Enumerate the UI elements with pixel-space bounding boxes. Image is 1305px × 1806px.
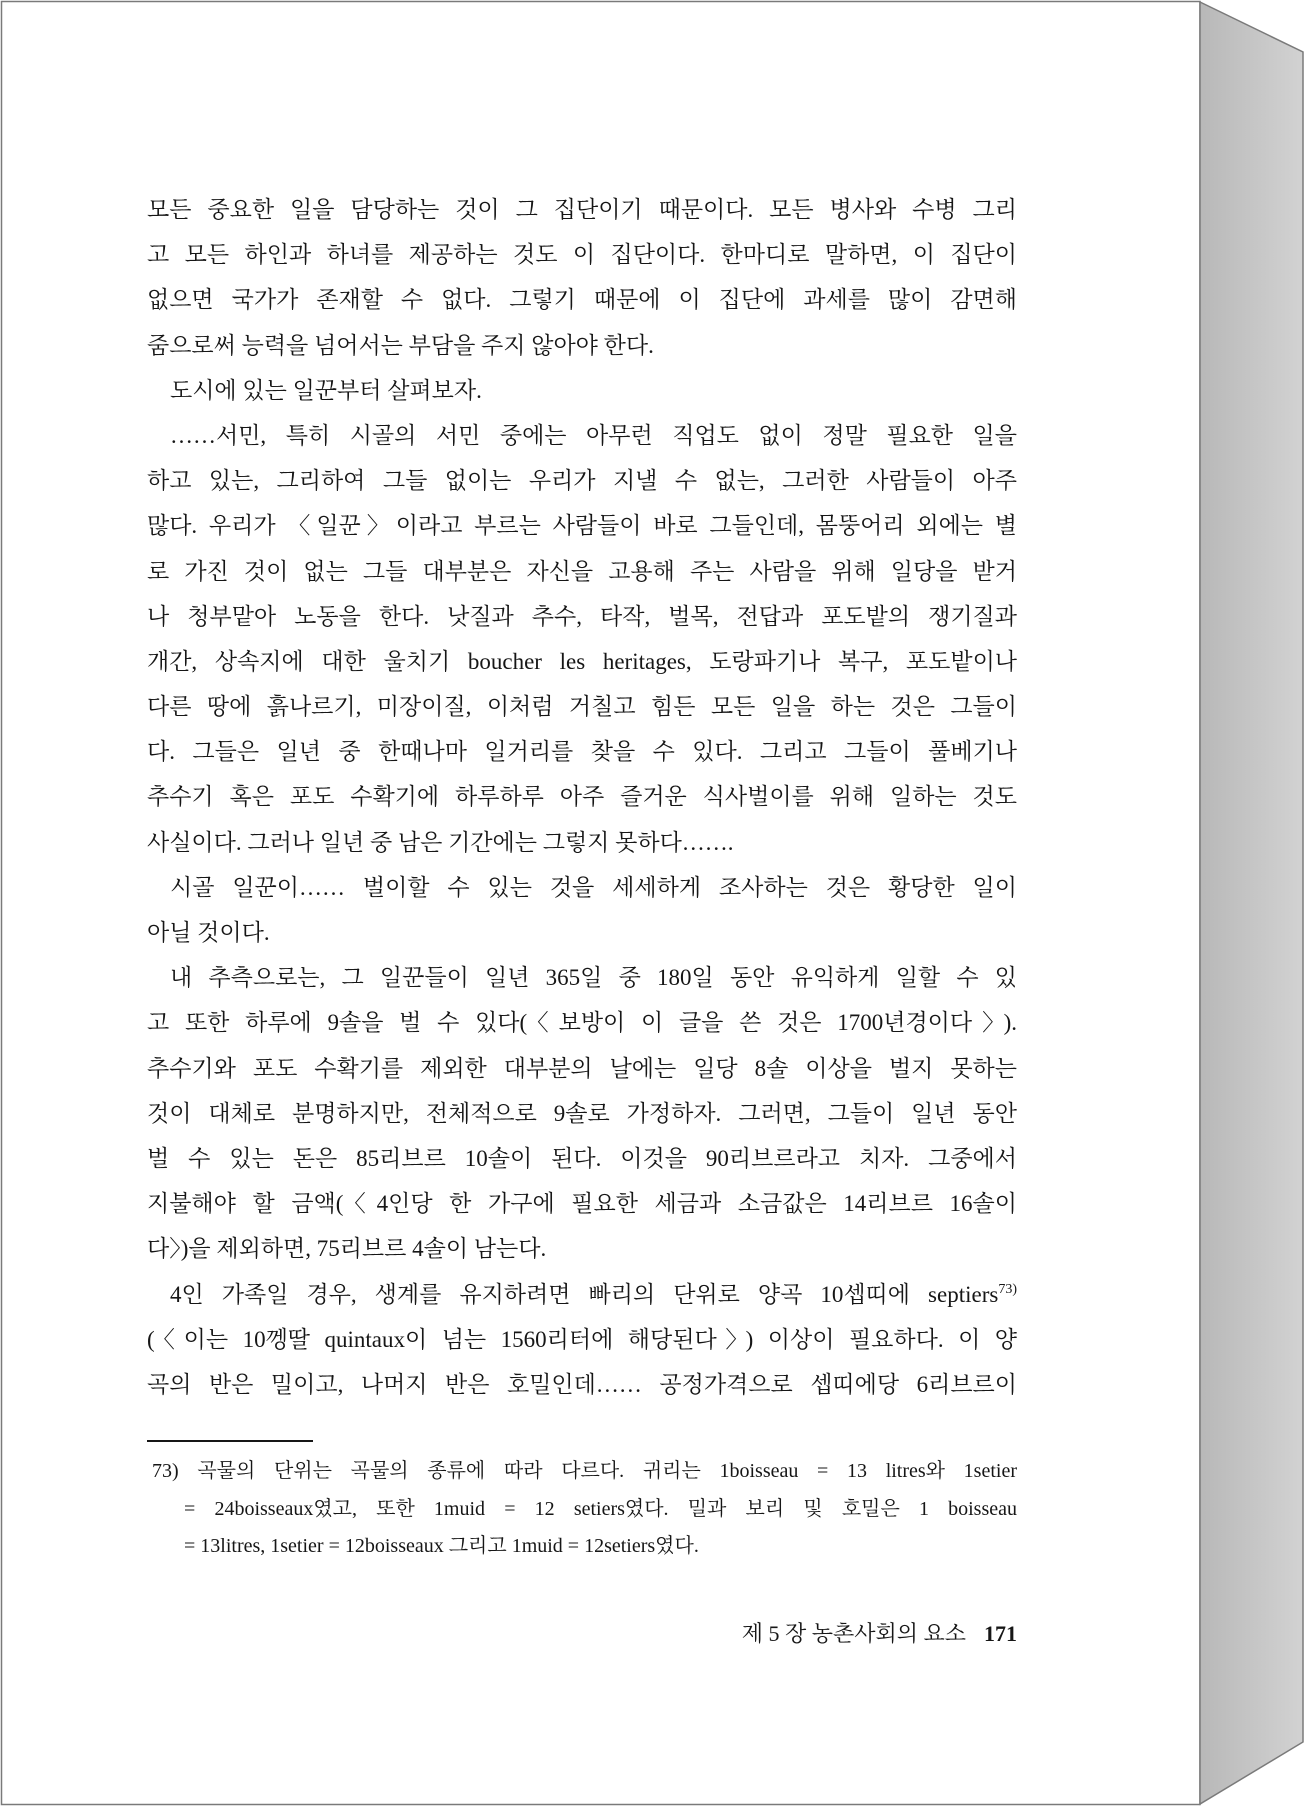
body-line: 것이 대체로 분명하지만, 전체적으로 9솔로 가정하자. 그러면, 그들이 일년 동안 xyxy=(147,1100,1017,1126)
body-line: 줌으로써 능력을 넘어서는 부담을 주지 않아야 한다. xyxy=(147,332,654,358)
body-line: 다〉)을 제외하면, 75리브르 4솔이 남는다. xyxy=(147,1236,547,1262)
body-line: 지불해야 할 금액(〈4인당 한 가구에 필요한 세금과 소금값은 14리브르 16솔이 xyxy=(147,1191,1017,1217)
body-line: 아닐 것이다. xyxy=(147,920,270,945)
body-line: (〈이는 10껭딸 quintaux이 넘는 1560리터에 해당된다〉) 이상이 필요하다. 이 양 xyxy=(147,1326,1017,1352)
footnote xyxy=(152,1453,1017,1566)
body-line xyxy=(147,1272,1017,1317)
body-line: 고 모든 하인과 하녀를 제공하는 것도 이 집단이다. 한마디로 말하면, 이 집단이 xyxy=(147,242,1017,268)
chapter-title: 제 5 장 농촌사회의 요소 xyxy=(741,1621,966,1646)
footnote-line: = 24boisseaux였고, 또한 1muid = 12 setiers였다. 밀과 보리 및 호밀은 1 boisseau xyxy=(184,1497,1017,1520)
book-side-edge xyxy=(1200,2,1303,1804)
body-line: 개간, 상속지에 대한 울치기 boucher les heritages, 도랑파기나 복구, 포도밭이나 xyxy=(147,648,1017,674)
body-line: 도시에 있는 일꾼부터 살펴보자. xyxy=(170,377,482,403)
body-line: 사실이다. 그러나 일년 중 남은 기간에는 그렇지 못하다……. xyxy=(147,829,734,855)
body-line: ……서민, 특히 시골의 서민 중에는 아무런 직업도 없이 정말 필요한 일을 xyxy=(170,422,1017,448)
body-line: 추수기 혹은 포도 수확기에 하루하루 아주 즐거운 식사벌이를 위해 일하는 것도 xyxy=(147,784,1017,810)
body-line: 모든 중요한 일을 담당하는 것이 그 집단이기 때문이다. 모든 병사와 수병 그리 xyxy=(147,197,1017,222)
body-line: 다. 그들은 일년 중 한때나마 일거리를 찾을 수 있다. 그리고 그들이 풀베기나 xyxy=(147,739,1017,765)
body-line: 추수기와 포도 수확기를 제외한 대부분의 날에는 일당 8솔 이상을 벌지 못하는 xyxy=(147,1055,1017,1081)
footnote-line: = 13litres, 1setier = 12boisseaux 그리고 1muid = 12setiers였다. xyxy=(184,1535,699,1557)
running-footer xyxy=(742,1618,1017,1650)
body-line: 다른 땅에 흙나르기, 미장이질, 이처럼 거칠고 힘든 모든 일을 하는 것은 그들이 xyxy=(147,694,1017,720)
body-line: 고 또한 하루에 9솔을 벌 수 있다(〈보방이 이 글을 쓴 것은 1700년경이다〉). xyxy=(147,1010,1017,1036)
body-line-text: 4인 가족일 경우, 생계를 유지하려면 빠리의 단위로 양곡 10셉띠에 septiers xyxy=(170,1281,999,1307)
footnote-line: 73) 곡물의 단위는 곡물의 종류에 따라 다르다. 귀리는 1boisseau = 13 litres와 1setier xyxy=(152,1460,1017,1482)
body-line: 내 추측으로는, 그 일꾼들이 일년 365일 중 180일 동안 유익하게 일할 수 있 xyxy=(170,965,1017,991)
body-line: 없으면 국가가 존재할 수 없다. 그렇기 때문에 이 집단에 과세를 많이 감면해 xyxy=(147,287,1017,313)
body-line: 로 가진 것이 없는 그들 대부분은 자신을 고용해 주는 사람을 위해 일당을 받거 xyxy=(147,558,1017,584)
body-line: 곡의 반은 밀이고, 나머지 반은 호밀인데…… 공정가격으로 셉띠에당 6리브르이 xyxy=(147,1371,1017,1397)
body-line: 벌 수 있는 돈은 85리브르 10솔이 된다. 이것을 90리브르라고 치자. 그중에서 xyxy=(147,1145,1017,1171)
page-number: 171 xyxy=(984,1621,1017,1646)
body-line: 시골 일꾼이…… 벌이할 수 있는 것을 세세하게 조사하는 것은 황당한 일이 xyxy=(170,874,1017,900)
footnote-reference: 73) xyxy=(998,1281,1017,1297)
body-line: 하고 있는, 그리하여 그들 없이는 우리가 지낼 수 없는, 그러한 사람들이 아주 xyxy=(147,468,1017,494)
body-line: 나 청부맡아 노동을 한다. 낫질과 추수, 타작, 벌목, 전답과 포도밭의 쟁기질과 xyxy=(147,603,1017,629)
body-line: 많다. 우리가 〈일꾼〉이라고 부르는 사람들이 바로 그들인데, 몸뚱어리 외에는 별 xyxy=(147,513,1017,539)
body-text xyxy=(147,187,1017,1407)
footnote-divider xyxy=(147,1440,313,1442)
